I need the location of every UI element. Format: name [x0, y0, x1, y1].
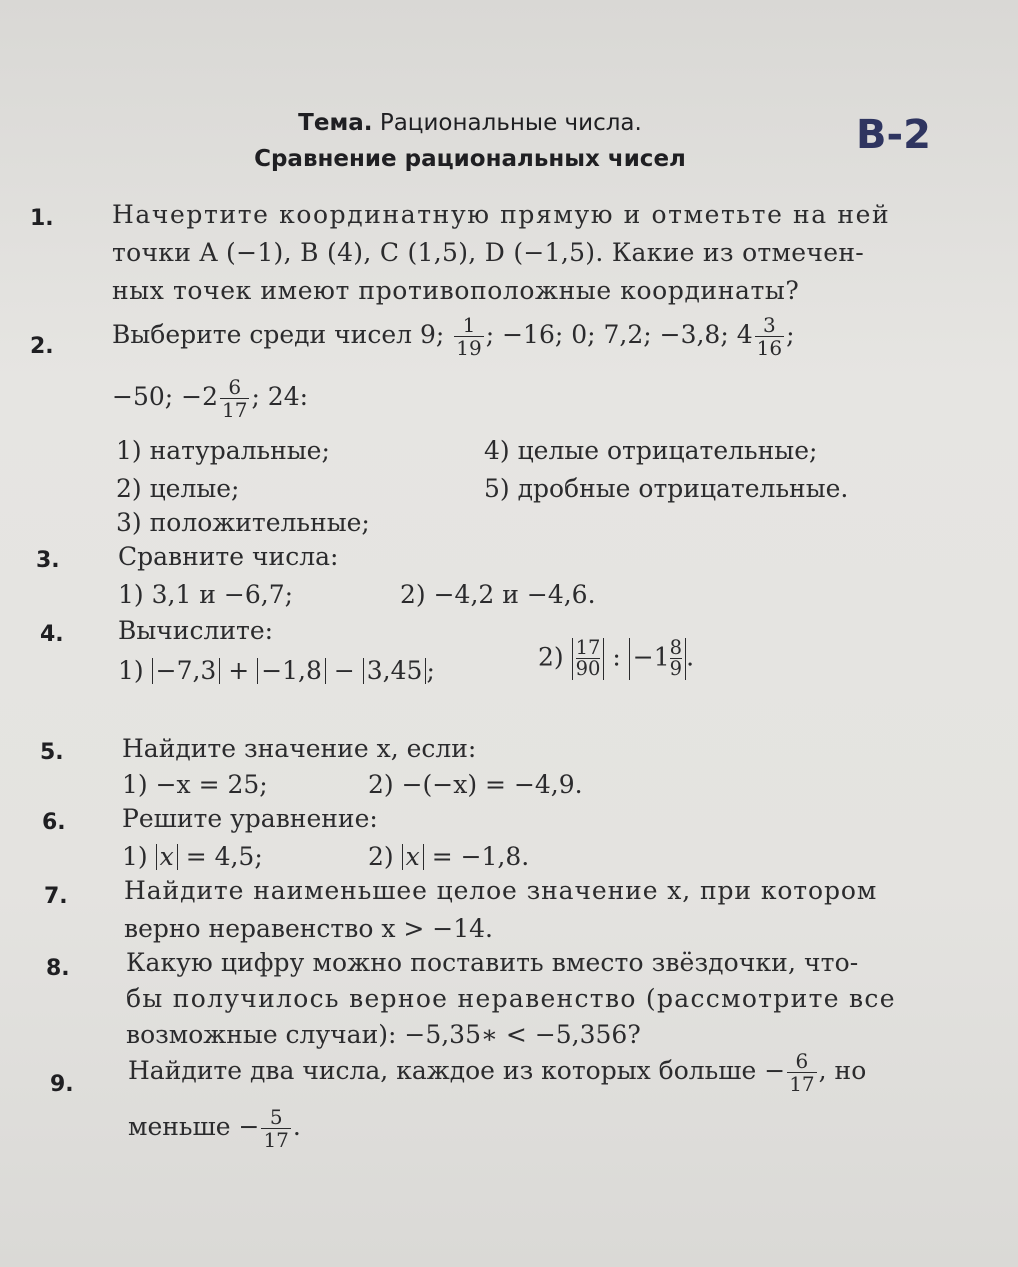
- abs-mixed-1-8-9: [629, 638, 686, 680]
- task-9-text-b: , но: [818, 1056, 867, 1085]
- task-8-line-3: возможные случаи): −5,35∗ < −5,356?: [126, 1020, 641, 1049]
- task-4-item-1-label: 1): [118, 656, 144, 685]
- task-2-option-5: 5) дробные отрицательные.: [484, 474, 849, 503]
- fraction-1-19: [454, 314, 483, 359]
- task-3-item-2: 2) −4,2 и −4,6.: [400, 580, 596, 609]
- operator-minus: −: [333, 656, 355, 685]
- operator-plus: +: [228, 656, 250, 685]
- fraction-5-17: [261, 1106, 290, 1151]
- task-3-item-1: 1) 3,1 и −6,7;: [118, 580, 294, 609]
- fraction-numerator: 6: [220, 376, 249, 399]
- task-4-item-2-end: .: [686, 642, 695, 672]
- abs-fraction-17-90: [572, 638, 605, 680]
- task-3-number: 3.: [36, 548, 60, 573]
- task-4-number: 4.: [40, 622, 64, 647]
- task-5-item-1: 1) −x = 25;: [122, 770, 268, 799]
- task-6-item-2: [368, 842, 529, 871]
- task-9-line-2: [128, 1106, 301, 1151]
- title-label: Тема.: [298, 110, 373, 136]
- task-4-item-2: [538, 638, 694, 680]
- fraction-numerator: 6: [787, 1050, 816, 1073]
- task-9-text-c: меньше −: [128, 1112, 260, 1141]
- abs-value-3: 3,45: [363, 658, 427, 684]
- task-9-line-1: [128, 1050, 866, 1095]
- task-2-text-d: −50; −2: [112, 382, 218, 411]
- task-9-number: 9.: [50, 1072, 74, 1097]
- task-2-option-2: 2) целые;: [116, 474, 240, 503]
- task-5-item-2: 2) −(−x) = −4,9.: [368, 770, 583, 799]
- task-1-number: 1.: [30, 206, 54, 231]
- task-6-item-1-rest: = 4,5;: [185, 842, 263, 871]
- task-6-item-1-label: 1): [122, 842, 148, 871]
- task-9-text-a: Найдите два числа, каждое из которых больше −: [128, 1056, 786, 1085]
- title-text: Рациональные числа.: [372, 110, 642, 136]
- task-3-line-1: Сравните числа:: [118, 542, 339, 571]
- task-2-text-a: Выберите среди чисел 9;: [112, 320, 445, 349]
- task-7-line-1: Найдите наименьшее целое значение x, при котором: [124, 876, 878, 905]
- fraction-denominator: 17: [789, 1072, 815, 1096]
- task-7-number: 7.: [44, 884, 68, 909]
- operator-divide: :: [612, 642, 621, 672]
- abs-variable: x: [402, 844, 424, 870]
- fraction-6-17: [220, 376, 249, 421]
- task-6-item-2-label: 2): [368, 842, 394, 871]
- fraction-numerator: 3: [755, 314, 784, 337]
- task-8-line-2: бы получилось верное неравенство (рассмотрите все: [126, 984, 896, 1013]
- mixed-whole: −1: [632, 642, 670, 672]
- task-4-item-2-label: 2): [538, 642, 564, 672]
- abs-value-1: −7,3: [152, 658, 221, 684]
- task-2-text-e: ; 24:: [251, 382, 309, 411]
- fraction-6-17: [787, 1050, 816, 1095]
- fraction-numerator: 5: [261, 1106, 290, 1129]
- task-2-text-c: ;: [786, 320, 795, 349]
- fraction-denominator: 19: [456, 336, 482, 360]
- worksheet-title: [200, 110, 740, 136]
- fraction-denominator: 17: [221, 398, 248, 422]
- task-4-item-1-end: ;: [426, 656, 435, 685]
- task-5-line-1: Найдите значение x, если:: [122, 734, 477, 763]
- task-6-line-1: Решите уравнение:: [122, 804, 378, 833]
- task-2-number: 2.: [30, 334, 54, 359]
- task-6-item-1: [122, 842, 263, 871]
- fraction-numerator: 8: [669, 636, 683, 659]
- task-1-line-1: Начертите координатную прямую и отметьте на ней: [112, 200, 891, 229]
- task-2-option-4: 4) целые отрицательные;: [484, 436, 818, 465]
- task-5-number: 5.: [40, 740, 64, 765]
- task-2-line-1: [112, 314, 795, 359]
- task-1-line-2: точки A (−1), B (4), C (1,5), D (−1,5). Какие из отмечен-: [112, 238, 865, 267]
- task-2-option-1: 1) натуральные;: [116, 436, 330, 465]
- task-4-item-1: [118, 656, 435, 685]
- fraction-denominator: 17: [263, 1128, 289, 1152]
- task-6-item-2-rest: = −1,8.: [431, 842, 530, 871]
- task-8-number: 8.: [46, 956, 70, 981]
- task-1-line-3: ных точек имеют противоположные координаты?: [112, 276, 800, 305]
- task-8-line-1: Какую цифру можно поставить вместо звёздочки, что-: [126, 948, 859, 977]
- task-2-text-b: ; −16; 0; 7,2; −3,8; 4: [485, 320, 753, 349]
- variant-label: В-2: [856, 112, 931, 158]
- fraction-numerator: 17: [575, 636, 601, 659]
- task-7-line-2: верно неравенство x > −14.: [124, 914, 493, 943]
- fraction-denominator: 90: [575, 657, 601, 681]
- fraction-denominator: 9: [669, 657, 683, 681]
- fraction-numerator: 1: [454, 314, 483, 337]
- abs-value-2: −1,8: [257, 658, 326, 684]
- abs-variable: x: [156, 844, 178, 870]
- task-4-line-1: Вычислите:: [118, 616, 274, 645]
- task-2-line-2: [112, 376, 308, 421]
- fraction-denominator: 16: [756, 336, 783, 360]
- task-9-text-d: .: [292, 1112, 301, 1141]
- fraction-3-16: [755, 314, 784, 359]
- task-6-number: 6.: [42, 810, 66, 835]
- task-2-option-3: 3) положительные;: [116, 508, 370, 537]
- worksheet-subtitle: Сравнение рациональных чисел: [254, 146, 686, 172]
